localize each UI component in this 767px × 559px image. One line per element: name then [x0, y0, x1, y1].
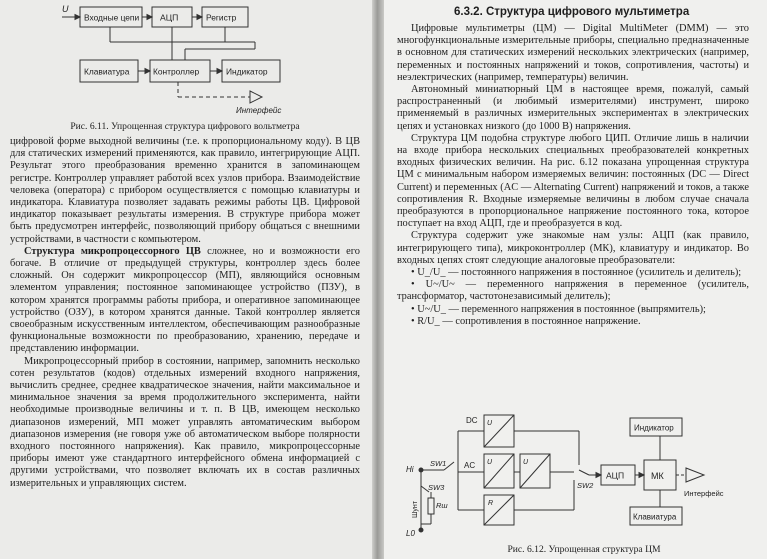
left-paragraph-1: цифровой форме выходной величины (т.е. к пропорциональному коду). В ЦВ для статических измерений применяются, как правило, интегрирующие АЦП. Результат этого преобразования временно хранится в запоминающем регистре. Контроллер управляет работой всех узлов прибора. Взаимодействие человека (оператора) с прибором осуществляется с помощью клавиатуры и индикатора. Клавиатура позволяет задавать режимы работы ЦВ. Цифровой индикатор показывает результаты измерения. В структуре прибора может быть предусмотрен интерфейс, позволяющий прибору общаться с внешними устройствами, в частности с компьютером. [10, 136, 360, 245]
converter-item-4: • R/U_ — сопротивления в постоянное напряжение. [411, 315, 641, 327]
left-paragraph-2: Структура микропроцессорного ЦВ сложнее, но и возможности его богаче. В отличие от предыдущей структуры, контроллер здесь более сложный. Он содержит микропроцессор (МП), являющийся основным элементом управления; постоянное запоминающее устройство (ПЗУ), в котором хранятся программы работы прибора, и оперативное запоминающее устройство (ОЗУ), в котором хранятся данные. Такой контроллер является своеобразным искусственным интеллектом, обеспечивающим разнообразные функциональные возможности по преобразованию, хранению, передаче и представлению информации. [10, 245, 360, 355]
converter-item-1: • U_/U_ — постоянного напряжения в постоянное (усилитель и делитель); [411, 267, 742, 279]
r-label: R [488, 500, 494, 507]
adc-label-612: АЦП [606, 470, 625, 481]
sw2-label: SW2 [577, 481, 594, 490]
adc-label: АЦП [160, 12, 179, 23]
interface-arrow-icon [250, 91, 262, 103]
right-paragraph-4: Структура содержит уже знакомые нам узлы: АЦП (как правило, интегрирующего типа), микроконтроллер (МК), клавиатуру и индикатор. Во входных цепях стоят следующие аналоговые преобразователи: [397, 230, 749, 266]
u-label-dc: U [487, 420, 493, 427]
interface-label-612: Интерфейс [684, 489, 724, 498]
mp-structure-heading: Структура микропроцессорного ЦВ [24, 245, 201, 257]
right-paragraph-2: Автономный миниатюрный ЦМ в настоящее время, пожалуй, самый распространенный (и любимый измерителями) инструмент, широко применяемый в различных измерительных экспериментах в электрических цепях и установках низкого (до 1000 В) напряжения. [397, 84, 749, 132]
section-heading: 6.3.2. Структура цифрового мультиметра [454, 6, 690, 18]
register-label: Регистр [206, 12, 237, 23]
interface-arrow-icon-612 [686, 468, 704, 482]
right-page [384, 0, 767, 559]
keyboard-label-612: Клавиатура [633, 512, 677, 522]
shunt-resistor [428, 498, 434, 514]
sw3-label: SW3 [428, 483, 445, 492]
right-paragraph-1: Цифровые мультиметры (ЦМ) — Digital MultiMeter (DMM) — это многофункциональные измерительные приборы, специально предназначенные в основном для статических измерений нескольких электрических (например, переменных и постоянных напряжений и токов, сопротивления, частоты) и неэлектрических (например, температуры) величин. [397, 23, 749, 83]
converter-item-3: • U~/U_ — переменного напряжения в постоянное (выпрямитель); [411, 303, 706, 315]
indicator-label: Индикатор [226, 66, 268, 77]
interface-label: Интерфейс [236, 106, 282, 115]
left-paragraph-3: Микропроцессорный прибор в состоянии, например, запомнить несколько сотен результатов (кодов) отдельных измерений входного напряжения, вычислить среднее, среднее квадратическое значения, найти максимальное и минимальное значения за время продолжительного эксперимента, найти необходимые производные величины и т. п. В ЦВ, имеющем несколько диапазонов измерений, МП может управлять автоматическим выбором диапазонов измерения (не говоря уже об автоматическом выборе полярности входного постоянного напряжения). Как правило, микропроцессорные приборы имеют уже стандартного интерфейсного обмена информацией с другими устройствами, что позволяет включать их в состав различных измерительных и управляющих систем. [10, 355, 360, 489]
figure-6-12-caption: Рис. 6.12. Упрощенная структура ЦМ [507, 544, 661, 555]
figure-6-12 [384, 410, 767, 542]
keyboard-label: Клавиатура [84, 66, 130, 77]
book-spine [372, 0, 384, 559]
input-circuits-label: Входные цепи [84, 12, 140, 23]
u-label-rect: U [523, 459, 529, 466]
right-paragraph-3: Структура ЦМ подобна структуре любого ЦИП. Отличие лишь в наличии на входе прибора нескольких специальных преобразователей конкретных входных физических величин. На рис. 6.12 показана упрощенная структура ЦМ с минимальным набором измеряемых величин: постоянных (DC — Direct Current) и переменных (AC — Alternating Current) напряжений и токов, а также сопротивления R. Входные измеряемые величины в любом случае сначала преобразуются в пропорциональное напряжение постоянного тока, которое поступает на вход АЦП, где и преобразуется в код. [397, 132, 749, 230]
mk-label: МК [651, 471, 664, 481]
u-label: U [62, 4, 69, 14]
left-page [0, 0, 372, 559]
figure-6-11-caption: Рис. 6.11. Упрощенная структура цифрового вольтметра [70, 121, 300, 132]
shunt-label: Шунт [412, 501, 419, 518]
ac-label: AC [464, 461, 476, 470]
figure-6-11 [0, 0, 372, 120]
u-label-ac: U [487, 459, 493, 466]
indicator-label-612: Индикатор [634, 423, 674, 433]
converter-item-2: • U~/U~ — переменного напряжения в переменное (усилитель, трансформатор, частотонезависимый делитель); [397, 279, 749, 303]
dc-label: DC [466, 416, 478, 425]
rsh-label: Rш [436, 501, 448, 510]
sw1-label: SW1 [430, 459, 447, 468]
hi-label: Hi [406, 465, 414, 474]
lo-label: L0 [406, 529, 415, 538]
controller-label: Контроллер [153, 66, 200, 77]
